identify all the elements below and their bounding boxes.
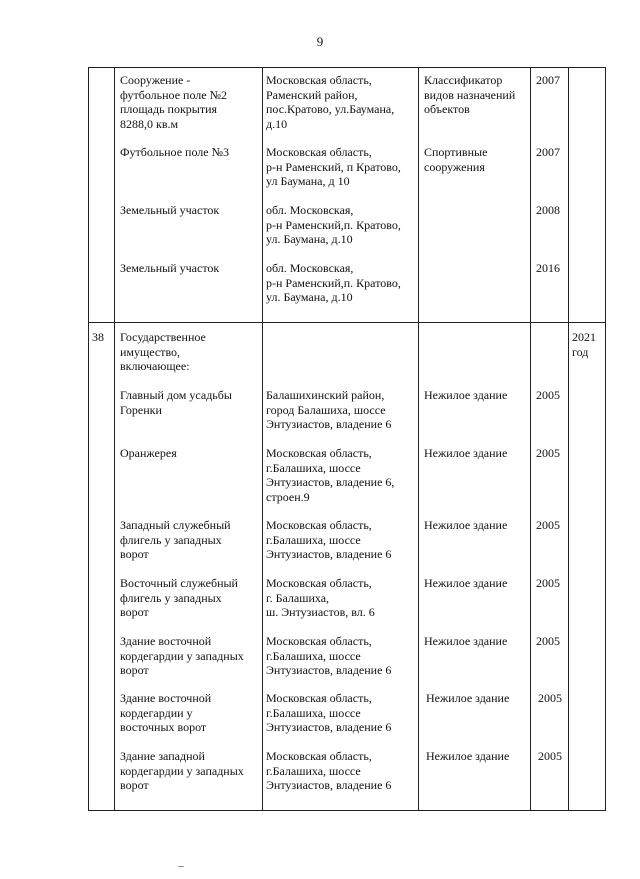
table-row-purpose: Нежилое здание xyxy=(424,634,508,648)
table-row-year: 2005 xyxy=(538,691,562,705)
table-row-address: Балашихинский район, город Балашиха, шоссе Энтузиастов, владение 6 xyxy=(266,388,392,431)
table-row-year: 2016 xyxy=(536,261,560,275)
table-row-separator xyxy=(88,322,606,323)
table-row-object-name: Главный дом усадьбы Горенки xyxy=(120,388,232,417)
table-row-purpose: Нежилое здание xyxy=(424,518,508,532)
column-border xyxy=(114,67,115,811)
table-row-object-name: Земельный участок xyxy=(120,203,220,217)
table-row-year: 2005 xyxy=(538,749,562,763)
table-row-number: 38 xyxy=(92,330,104,344)
table-row-year: 2007 xyxy=(536,73,560,87)
table-row-object-name: Западный служебный флигель у западных ворот xyxy=(120,518,231,561)
table-row-purpose: Нежилое здание xyxy=(424,388,508,402)
table-row-purpose: Нежилое здание xyxy=(426,691,510,705)
table-row-year: 2005 xyxy=(536,518,560,532)
table-row-year: 2005 xyxy=(536,446,560,460)
table-row-year: 2005 xyxy=(536,634,560,648)
table-row-address: обл. Московская, р-н Раменский,п. Кратово, ул. Баумана, д.10 xyxy=(266,203,401,246)
column-border xyxy=(568,67,569,811)
table-row-object-name: Восточный служебный флигель у западных ворот xyxy=(120,576,238,619)
scan-mark xyxy=(178,866,184,867)
table-top-border xyxy=(88,67,606,68)
table-row-address: Московская область, г. Балашиха, ш. Энтузиастов, вл. 6 xyxy=(266,576,375,619)
column-border xyxy=(605,67,606,811)
table-row-address: Московская область, р-н Раменский, п Кратово, ул Баумана, д 10 xyxy=(266,145,401,188)
column-border xyxy=(88,67,89,811)
table-row-year: 2005 xyxy=(536,576,560,590)
table-row-year: 2005 xyxy=(536,388,560,402)
column-border xyxy=(418,67,419,811)
table-row-purpose: Нежилое здание xyxy=(424,576,508,590)
table-row-term: 2021 год xyxy=(572,330,596,359)
column-border xyxy=(262,67,263,811)
table-row-object-name: Здание восточной кордегардии у восточных ворот xyxy=(120,691,212,734)
table-row-object-name: Оранжерея xyxy=(120,446,177,460)
table-row-purpose: Спортивные сооружения xyxy=(424,145,488,174)
table-row-purpose: Классификатор видов назначений объектов xyxy=(424,73,516,116)
table-row-object-name: Здание восточной кордегардии у западных ворот xyxy=(120,634,244,677)
table-row-purpose: Нежилое здание xyxy=(424,446,508,460)
table-row-object-name: Здание западной кордегардии у западных ворот xyxy=(120,749,244,792)
table-row-object-name: Футбольное поле №3 xyxy=(120,145,230,159)
table-row-year: 2008 xyxy=(536,203,560,217)
table-row-address: Московская область, Раменский район, пос.Кратово, ул.Баумана, д.10 xyxy=(266,73,395,131)
table-row-address: обл. Московская, р-н Раменский,п. Кратово, ул. Баумана, д.10 xyxy=(266,261,401,304)
table-row-purpose: Нежилое здание xyxy=(426,749,510,763)
table-bottom-border xyxy=(88,810,606,811)
table-row-year: 2007 xyxy=(536,145,560,159)
table-row-address: Московская область, г.Балашиха, шоссе Энтузиастов, владение 6 xyxy=(266,634,392,677)
table-row-object-name: Государственное имущество, включающее: xyxy=(120,330,206,373)
page-number: 9 xyxy=(316,34,324,49)
table-row-address: Московская область, г.Балашиха, шоссе Энтузиастов, владение 6 xyxy=(266,691,392,734)
table-row-address: Московская область, г.Балашиха, шоссе Энтузиастов, владение 6 xyxy=(266,518,392,561)
table-row-address: Московская область, г.Балашиха, шоссе Энтузиастов, владение 6 xyxy=(266,749,392,792)
table-row-object-name: Земельный участок xyxy=(120,261,220,275)
column-border xyxy=(530,67,531,811)
table-row-address: Московская область, г.Балашиха, шоссе Энтузиастов, владение 6, строен.9 xyxy=(266,446,395,504)
table-row-object-name: Сооружение - футбольное поле №2 площадь покрытия 8288,0 кв.м xyxy=(120,73,228,131)
